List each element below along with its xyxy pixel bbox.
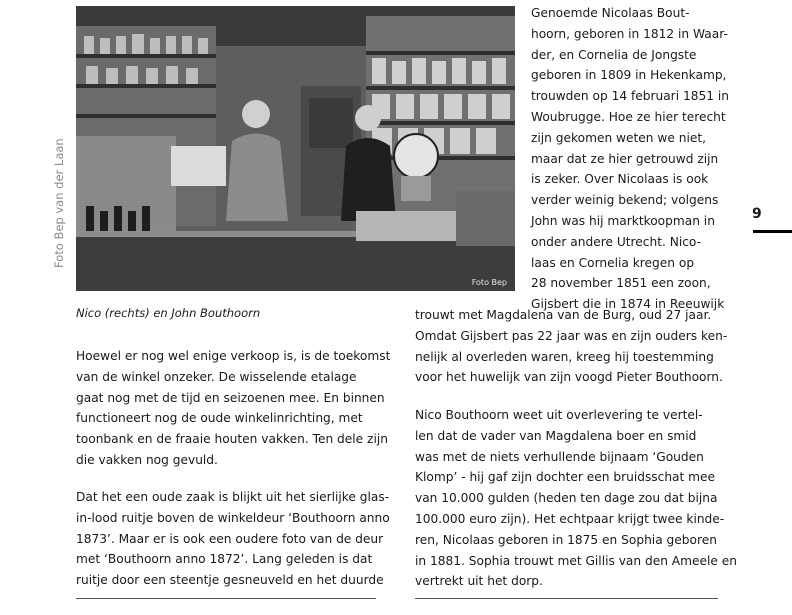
text-line: ren, Nicolaas geboren in 1875 en Sophia geboren [415,532,717,547]
text-line: Nico Bouthoorn weet uit overlevering te vertel- [415,408,703,422]
page-number-rule [753,230,792,233]
text-line: verder weinig bekend; volgens [531,193,719,208]
shop-interior-photo-icon [76,6,515,291]
shop-photo [76,6,515,291]
photo-watermark: Foto Bep [471,278,507,287]
text-line: was met de niets verhullende bijnaam ‘Gouden [415,449,704,464]
left-column-paragraph-1 [76,346,390,471]
text-line: hoorn, geboren in 1812 in Waar- [531,26,728,41]
text-line: Woubrugge. Hoe ze hier terecht [531,109,726,124]
text-line: ruitje door een steentje gesneuveld en het duurde [76,573,384,588]
text-line: geboren in 1809 in Hekenkamp, [531,68,727,83]
text-line: die vakken nog gevuld. [76,452,218,467]
footer-rule-left [76,598,376,599]
text-line: len dat de vader van Magdalena boer en smid [415,428,697,443]
right-column-paragraph-2 [415,405,737,592]
right-column-intro [531,3,729,315]
text-line: van de winkel onzeker. De wisselende etalage [76,369,357,384]
text-line: functioneert nog de oude winkelinrichting, met [76,411,363,426]
text-line: maar dat ze hier getrouwd zijn [531,151,719,166]
text-line: Genoemde Nicolaas Bout- [531,6,690,20]
text-line: 1873’. Maar er is ook een oudere foto van de deur [76,531,384,546]
text-line: Dat het een oude zaak is blijkt uit het sierlijke glas- [76,490,390,504]
text-line: 100.000 euro zijn). Het echtpaar krijgt twee kinde- [415,511,725,526]
page-number: 9 [752,206,762,222]
photo-credit: Foto Bep van der Laan [52,138,66,268]
text-line: in-lood ruitje boven de winkeldeur ‘Bouthoorn anno [76,510,390,525]
text-line: Omdat Gijsbert pas 22 jaar was en zijn ouders ken- [415,328,728,343]
text-line: vertrekt uit het dorp. [415,574,543,589]
text-line: trouwden op 14 februari 1851 in [531,89,729,104]
photo-caption: Nico (rechts) en John Bouthoorn [76,306,261,320]
text-line: onder andere Utrecht. Nico- [531,234,702,249]
text-line: met ‘Bouthoorn anno 1872’. Lang geleden is dat [76,552,373,567]
text-line: toonbank en de fraaie houten vakken. Ten dele zijn [76,432,388,447]
left-column-paragraph-2 [76,487,390,591]
text-line: John was hij marktkoopman in [531,213,715,228]
text-line: 28 november 1851 een zoon, [531,276,711,291]
text-line: laas en Cornelia kregen op [531,255,695,270]
text-line: Klomp’ - hij gaf zijn dochter een bruidsschat mee [415,470,716,485]
text-line: voor het huwelijk van zijn voogd Pieter Bouthoorn. [415,370,723,385]
text-line: is zeker. Over Nicolaas is ook [531,172,709,187]
text-line: in 1881. Sophia trouwt met Gillis van den Ameele en [415,553,737,568]
text-line: trouwt met Magdalena van de Burg, oud 27 jaar. [415,308,712,322]
text-line: van 10.000 gulden (heden ten dage zou dat bijna [415,491,718,506]
text-line: nelijk al overleden waren, kreeg hij toestemming [415,349,714,364]
text-line: Gijsbert die in 1874 in Reeuwijk [531,297,725,312]
text-line: zijn gekomen weten we niet, [531,130,706,145]
text-line: gaat nog met de tijd en seizoenen mee. En binnen [76,390,385,405]
footer-rule-right [415,598,718,599]
text-line: der, en Cornelia de Jongste [531,47,697,62]
right-column-paragraph-1 [415,305,727,388]
text-line: Hoewel er nog wel enige verkoop is, is de toekomst [76,349,391,363]
